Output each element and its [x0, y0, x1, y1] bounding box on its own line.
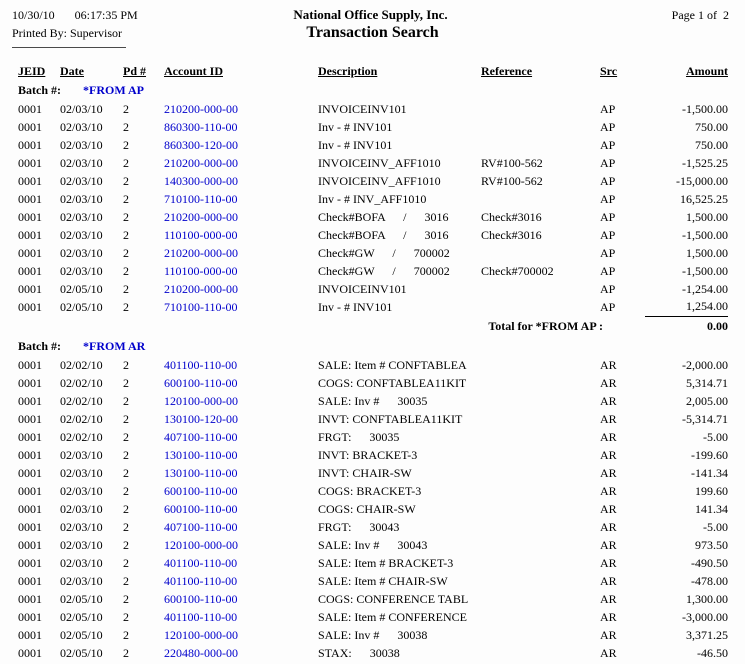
cell-desc: Check#GW / 700002	[318, 263, 450, 278]
cell-jeid: 0001	[18, 537, 42, 552]
cell-amount: 973.50	[695, 537, 728, 552]
cell-pd: 2	[123, 537, 129, 552]
cell-ref	[481, 608, 600, 626]
cell-ref	[481, 190, 600, 208]
transaction-row	[18, 590, 728, 608]
cell-amount: -2,000.00	[682, 357, 728, 372]
cell-jeid: 0001	[18, 101, 42, 116]
cell-desc: SALE: Inv # 30035	[318, 393, 428, 408]
cell-date: 02/03/10	[60, 537, 103, 552]
account-id-link[interactable]: 130100-110-00	[164, 465, 238, 480]
transaction-row	[18, 226, 728, 244]
transaction-row	[18, 428, 728, 446]
cell-date: 02/03/10	[60, 483, 103, 498]
cell-src: AP	[600, 263, 616, 278]
cell-pd: 2	[123, 393, 129, 408]
cell-pd: 2	[123, 209, 129, 224]
cell-date: 02/03/10	[60, 173, 103, 188]
cell-desc: SALE: Item # CONFTABLEA	[318, 357, 467, 372]
account-id-link[interactable]: 120100-000-00	[164, 393, 238, 408]
cell-ref	[481, 374, 600, 392]
cell-jeid: 0001	[18, 299, 42, 314]
cell-src: AP	[600, 119, 616, 134]
transaction-row	[18, 154, 728, 172]
cell-src: AR	[600, 429, 617, 444]
cell-jeid: 0001	[18, 263, 42, 278]
cell-jeid: 0001	[18, 627, 42, 642]
cell-pd: 2	[123, 191, 129, 206]
cell-amount: -46.50	[697, 645, 728, 660]
cell-desc: SALE: Inv # 30038	[318, 627, 428, 642]
cell-src: AP	[600, 299, 616, 314]
account-id-link[interactable]: 110100-000-00	[164, 227, 238, 242]
cell-desc: COGS: BRACKET-3	[318, 483, 422, 498]
cell-pd: 2	[123, 483, 129, 498]
cell-ref	[481, 644, 600, 662]
printed-by-label: Printed By: Supervisor	[12, 26, 126, 48]
cell-date: 02/02/10	[60, 411, 103, 426]
cell-pd: 2	[123, 263, 129, 278]
cell-src: AR	[600, 519, 617, 534]
cell-desc: SALE: Inv # 30043	[318, 537, 428, 552]
cell-pd: 2	[123, 609, 129, 624]
cell-ref	[481, 572, 600, 590]
transaction-table	[18, 61, 728, 662]
cell-date: 02/05/10	[60, 609, 103, 624]
account-id-link[interactable]: 140300-000-00	[164, 173, 238, 188]
column-header-desc: Description	[318, 63, 378, 78]
cell-ref	[481, 464, 600, 482]
transaction-row	[18, 482, 728, 500]
cell-jeid: 0001	[18, 281, 42, 296]
cell-desc: Check#BOFA / 3016	[318, 209, 449, 224]
column-header-account: Account ID	[164, 63, 223, 78]
cell-jeid: 0001	[18, 227, 42, 242]
cell-amount: -141.34	[691, 465, 728, 480]
cell-amount: 1,254.00	[686, 299, 728, 314]
cell-date: 02/03/10	[60, 155, 103, 170]
cell-pd: 2	[123, 519, 129, 534]
column-header-src: Src	[600, 63, 618, 78]
transaction-row	[18, 554, 728, 572]
cell-src: AR	[600, 375, 617, 390]
cell-date: 02/05/10	[60, 645, 103, 660]
account-id-link[interactable]: 210200-000-00	[164, 281, 238, 296]
cell-jeid: 0001	[18, 645, 42, 660]
cell-ref	[481, 500, 600, 518]
cell-jeid: 0001	[18, 411, 42, 426]
transaction-row	[18, 280, 728, 298]
batch-total-amount: 0.00	[645, 316, 728, 337]
cell-pd: 2	[123, 447, 129, 462]
cell-date: 02/03/10	[60, 209, 103, 224]
column-header-ref: Reference	[481, 63, 533, 78]
transaction-row	[18, 356, 728, 374]
cell-jeid: 0001	[18, 465, 42, 480]
account-id-link[interactable]: 860300-110-00	[164, 119, 238, 134]
cell-ref	[481, 410, 600, 428]
cell-date: 02/03/10	[60, 519, 103, 534]
report-header-line2	[0, 23, 745, 55]
cell-date: 02/03/10	[60, 501, 103, 516]
cell-amount: -5.00	[703, 519, 728, 534]
cell-ref	[481, 392, 600, 410]
transaction-row	[18, 190, 728, 208]
transaction-row	[18, 446, 728, 464]
batch-number-label: Batch #:	[18, 83, 61, 97]
transaction-row	[18, 572, 728, 590]
cell-jeid: 0001	[18, 209, 42, 224]
cell-jeid: 0001	[18, 155, 42, 170]
batch-total-row	[18, 316, 728, 337]
cell-amount: -1,500.00	[682, 101, 728, 116]
cell-ref: RV#100-562	[481, 155, 543, 170]
column-header-amount: Amount	[685, 63, 728, 78]
cell-desc: Inv - # INV101	[318, 119, 393, 134]
cell-jeid: 0001	[18, 191, 42, 206]
cell-pd: 2	[123, 357, 129, 372]
cell-pd: 2	[123, 227, 129, 242]
cell-amount: 750.00	[695, 119, 728, 134]
cell-date: 02/03/10	[60, 191, 103, 206]
account-id-link[interactable]: 600100-110-00	[164, 591, 238, 606]
transaction-row	[18, 374, 728, 392]
cell-amount: -1,525.25	[682, 155, 728, 170]
cell-amount: -3,000.00	[682, 609, 728, 624]
cell-jeid: 0001	[18, 609, 42, 624]
cell-date: 02/05/10	[60, 591, 103, 606]
cell-jeid: 0001	[18, 555, 42, 570]
cell-amount: 199.60	[695, 483, 728, 498]
transaction-row	[18, 244, 728, 262]
account-id-link[interactable]: 130100-110-00	[164, 447, 238, 462]
cell-ref	[481, 554, 600, 572]
account-id-link[interactable]: 600100-110-00	[164, 483, 238, 498]
cell-src: AR	[600, 411, 617, 426]
transaction-row	[18, 464, 728, 482]
report-date: 10/30/10	[12, 8, 55, 22]
transaction-row	[18, 136, 728, 154]
account-id-link[interactable]: 130100-120-00	[164, 411, 238, 426]
cell-jeid: 0001	[18, 519, 42, 534]
cell-date: 02/02/10	[60, 393, 103, 408]
cell-desc: SALE: Item # CONFERENCE	[318, 609, 467, 624]
cell-pd: 2	[123, 429, 129, 444]
transaction-row	[18, 536, 728, 554]
cell-amount: 16,525.25	[680, 191, 728, 206]
page-number: Page 1 of 2	[671, 8, 729, 22]
cell-date: 02/03/10	[60, 245, 103, 260]
cell-desc: SALE: Item # CHAIR-SW	[318, 573, 448, 588]
batch-name: *FROM AR	[83, 339, 146, 353]
account-id-link[interactable]: 407100-110-00	[164, 429, 238, 444]
cell-date: 02/03/10	[60, 137, 103, 152]
cell-src: AR	[600, 393, 617, 408]
cell-amount: 2,005.00	[686, 393, 728, 408]
cell-desc: COGS: CONFERENCE TABL	[318, 591, 469, 606]
cell-pd: 2	[123, 591, 129, 606]
batch-total-label: Total for *FROM AP :	[488, 319, 603, 333]
cell-src: AP	[600, 227, 616, 242]
cell-date: 02/02/10	[60, 357, 103, 372]
cell-src: AP	[600, 101, 616, 116]
cell-amount: 3,371.25	[686, 627, 728, 642]
cell-pd: 2	[123, 411, 129, 426]
column-header-row	[18, 61, 728, 81]
cell-jeid: 0001	[18, 573, 42, 588]
cell-desc: Check#GW / 700002	[318, 245, 450, 260]
cell-amount: -199.60	[691, 447, 728, 462]
cell-pd: 2	[123, 245, 129, 260]
cell-date: 02/03/10	[60, 573, 103, 588]
transaction-row	[18, 100, 728, 118]
cell-amount: 5,314.71	[686, 375, 728, 390]
cell-jeid: 0001	[18, 173, 42, 188]
cell-date: 02/05/10	[60, 627, 103, 642]
account-id-link[interactable]: 710100-110-00	[164, 191, 238, 206]
cell-ref	[481, 590, 600, 608]
cell-date: 02/02/10	[60, 429, 103, 444]
cell-date: 02/03/10	[60, 101, 103, 116]
transaction-row	[18, 644, 728, 662]
transaction-row	[18, 500, 728, 518]
cell-pd: 2	[123, 645, 129, 660]
cell-amount: 750.00	[695, 137, 728, 152]
cell-pd: 2	[123, 173, 129, 188]
cell-amount: 1,500.00	[686, 245, 728, 260]
cell-ref	[481, 118, 600, 136]
cell-desc: COGS: CHAIR-SW	[318, 501, 416, 516]
account-id-link[interactable]: 401100-110-00	[164, 555, 238, 570]
cell-jeid: 0001	[18, 501, 42, 516]
cell-date: 02/02/10	[60, 375, 103, 390]
cell-desc: Check#BOFA / 3016	[318, 227, 449, 242]
cell-desc: INVOICEINV101	[318, 101, 407, 116]
transaction-row	[18, 410, 728, 428]
cell-ref	[481, 428, 600, 446]
cell-amount: -1,500.00	[682, 263, 728, 278]
cell-amount: -1,254.00	[682, 281, 728, 296]
report-header-line1	[0, 7, 745, 23]
transaction-row	[18, 298, 728, 316]
cell-src: AR	[600, 591, 617, 606]
cell-src: AP	[600, 281, 616, 296]
transaction-row	[18, 172, 728, 190]
cell-desc: FRGT: 30035	[318, 429, 400, 444]
column-header-pd: Pd #	[123, 63, 147, 78]
cell-amount: -5,314.71	[682, 411, 728, 426]
column-header-jeid: JEID	[18, 63, 46, 78]
account-id-link[interactable]: 710100-110-00	[164, 299, 238, 314]
cell-amount: 141.34	[695, 501, 728, 516]
cell-pd: 2	[123, 573, 129, 588]
cell-desc: INVT: CHAIR-SW	[318, 465, 412, 480]
cell-pd: 2	[123, 555, 129, 570]
account-id-link[interactable]: 600100-110-00	[164, 501, 238, 516]
cell-desc: INVOICEINV_AFF1010	[318, 155, 441, 170]
cell-jeid: 0001	[18, 357, 42, 372]
cell-src: AP	[600, 137, 616, 152]
report-datetime	[12, 8, 202, 23]
batch-name: *FROM AP	[83, 83, 144, 97]
cell-amount: -490.50	[691, 555, 728, 570]
account-id-link[interactable]: 220480-000-00	[164, 645, 238, 660]
account-id-link[interactable]: 210200-000-00	[164, 101, 238, 116]
cell-src: AR	[600, 555, 617, 570]
cell-src: AR	[600, 357, 617, 372]
cell-ref	[481, 446, 600, 464]
account-id-link[interactable]: 120100-000-00	[164, 537, 238, 552]
cell-date: 02/05/10	[60, 281, 103, 296]
cell-src: AR	[600, 627, 617, 642]
transaction-row	[18, 518, 728, 536]
account-id-link[interactable]: 407100-110-00	[164, 519, 238, 534]
cell-ref: RV#100-562	[481, 173, 543, 188]
cell-src: AR	[600, 609, 617, 624]
transaction-row	[18, 392, 728, 410]
cell-src: AP	[600, 245, 616, 260]
cell-ref	[481, 298, 600, 316]
cell-src: AR	[600, 447, 617, 462]
column-header-date: Date	[60, 63, 84, 78]
cell-pd: 2	[123, 101, 129, 116]
account-id-link[interactable]: 120100-000-00	[164, 627, 238, 642]
transaction-row	[18, 626, 728, 644]
report-time: 06:17:35 PM	[74, 8, 138, 22]
batch-number-label: Batch #:	[18, 339, 61, 353]
cell-pd: 2	[123, 137, 129, 152]
cell-amount: -5.00	[703, 429, 728, 444]
account-id-link[interactable]: 860300-120-00	[164, 137, 238, 152]
cell-src: AP	[600, 155, 616, 170]
cell-jeid: 0001	[18, 137, 42, 152]
cell-amount: -1,500.00	[682, 227, 728, 242]
cell-desc: Inv - # INV_AFF1010	[318, 191, 427, 206]
cell-jeid: 0001	[18, 447, 42, 462]
cell-ref	[481, 100, 600, 118]
cell-amount: 1,300.00	[686, 591, 728, 606]
cell-desc: COGS: CONFTABLEA11KIT	[318, 375, 467, 390]
cell-date: 02/05/10	[60, 299, 103, 314]
batch-header-row	[18, 337, 728, 356]
cell-pd: 2	[123, 501, 129, 516]
cell-jeid: 0001	[18, 591, 42, 606]
account-id-link[interactable]: 401100-110-00	[164, 357, 238, 372]
cell-ref: Check#3016	[481, 209, 542, 224]
cell-pd: 2	[123, 627, 129, 642]
cell-ref	[481, 626, 600, 644]
transaction-row	[18, 262, 728, 280]
cell-desc: INVT: BRACKET-3	[318, 447, 418, 462]
cell-jeid: 0001	[18, 375, 42, 390]
cell-amount: -15,000.00	[676, 173, 728, 188]
account-id-link[interactable]: 401100-110-00	[164, 573, 238, 588]
cell-jeid: 0001	[18, 393, 42, 408]
report-title: Transaction Search	[306, 24, 439, 41]
cell-desc: Inv - # INV101	[318, 299, 393, 314]
cell-pd: 2	[123, 281, 129, 296]
cell-ref	[481, 356, 600, 374]
cell-ref	[481, 244, 600, 262]
cell-desc: STAX: 30038	[318, 645, 400, 660]
cell-pd: 2	[123, 375, 129, 390]
cell-pd: 2	[123, 119, 129, 134]
cell-date: 02/03/10	[60, 227, 103, 242]
cell-desc: INVOICEINV_AFF1010	[318, 173, 441, 188]
cell-amount: -478.00	[691, 573, 728, 588]
cell-jeid: 0001	[18, 483, 42, 498]
cell-src: AR	[600, 537, 617, 552]
cell-jeid: 0001	[18, 245, 42, 260]
cell-src: AP	[600, 191, 616, 206]
account-id-link[interactable]: 210200-000-00	[164, 245, 238, 260]
cell-src: AR	[600, 645, 617, 660]
cell-desc: Inv - # INV101	[318, 137, 393, 152]
cell-src: AR	[600, 573, 617, 588]
account-id-link[interactable]: 600100-110-00	[164, 375, 238, 390]
transaction-row	[18, 118, 728, 136]
cell-pd: 2	[123, 155, 129, 170]
cell-src: AP	[600, 173, 616, 188]
cell-date: 02/03/10	[60, 447, 103, 462]
cell-desc: INVOICEINV101	[318, 281, 407, 296]
transaction-row	[18, 208, 728, 226]
cell-ref	[481, 518, 600, 536]
cell-jeid: 0001	[18, 429, 42, 444]
cell-date: 02/03/10	[60, 555, 103, 570]
report-body	[18, 81, 728, 662]
batch-header-row	[18, 81, 728, 100]
account-id-link[interactable]: 110100-000-00	[164, 263, 238, 278]
cell-src: AR	[600, 483, 617, 498]
cell-jeid: 0001	[18, 119, 42, 134]
transaction-row	[18, 608, 728, 626]
cell-src: AP	[600, 209, 616, 224]
cell-ref	[481, 136, 600, 154]
cell-src: AR	[600, 465, 617, 480]
account-id-link[interactable]: 210200-000-00	[164, 209, 238, 224]
cell-desc: INVT: CONFTABLEA11KIT	[318, 411, 463, 426]
cell-amount: 1,500.00	[686, 209, 728, 224]
cell-desc: SALE: Item # BRACKET-3	[318, 555, 454, 570]
cell-pd: 2	[123, 299, 129, 314]
cell-ref	[481, 536, 600, 554]
cell-date: 02/03/10	[60, 119, 103, 134]
account-id-link[interactable]: 210200-000-00	[164, 155, 238, 170]
account-id-link[interactable]: 401100-110-00	[164, 609, 238, 624]
cell-ref	[481, 280, 600, 298]
cell-date: 02/03/10	[60, 263, 103, 278]
report-table-container	[0, 55, 745, 662]
cell-pd: 2	[123, 465, 129, 480]
cell-date: 02/03/10	[60, 465, 103, 480]
company-name: National Office Supply, Inc.	[293, 7, 448, 22]
cell-src: AR	[600, 501, 617, 516]
cell-ref	[481, 482, 600, 500]
cell-ref: Check#700002	[481, 263, 554, 278]
cell-ref: Check#3016	[481, 227, 542, 242]
cell-desc: FRGT: 30043	[318, 519, 400, 534]
